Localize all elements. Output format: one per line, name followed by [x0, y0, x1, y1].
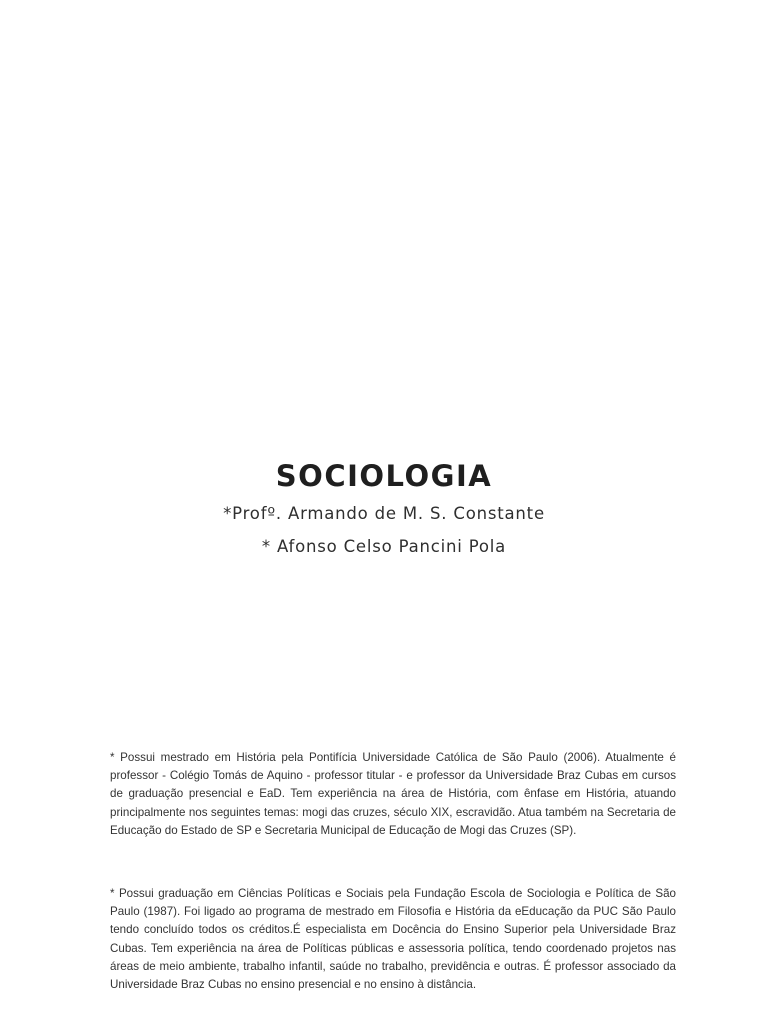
document-title: SOCIOLOGIA	[275, 459, 493, 493]
author-bio-footnote-2: * Possui graduação em Ciências Políticas e Sociais pela Fundação Escola de Sociologia e Política de São Paulo (1987). Foi ligado ao programa de mestrado em Filosofia e História da eEducação da PUC São Paulo tendo concluído todos os créditos.É especialista em Docência do Ensino Superior pela Universidade Braz Cubas. Tem experiência na área de Políticas públicas e assessoria política, tendo coordenado projetos nas áreas de meio ambiente, trabalho infantil, saúde no trabalho, previdência e outras. É professor associado da Universidade Braz Cubas no ensino presencial e no ensino à distância.	[110, 887, 676, 992]
author-bio-footnote-1: * Possui mestrado em História pela Pontifícia Universidade Católica de São Paulo (2006). Atualmente é professor - Colégio Tomás de Aquino - professor titular - e professor da Universidade Braz Cubas em cursos de graduação presencial e EaD. Tem experiência na área de História, com ênfase em História, atuando principalmente nos seguintes temas: mogi das cruzes, século XIX, escravidão. Atua também na Secretaria de Educação do Estado de SP e Secretaria Municipal de Educação de Mogi das Cruzes (SP).	[110, 751, 676, 837]
title-block	[0, 455, 768, 563]
author-primary: *Profº. Armando de M. S. Constante	[223, 504, 545, 523]
author-secondary: * Afonso Celso Pancini Pola	[261, 537, 507, 556]
